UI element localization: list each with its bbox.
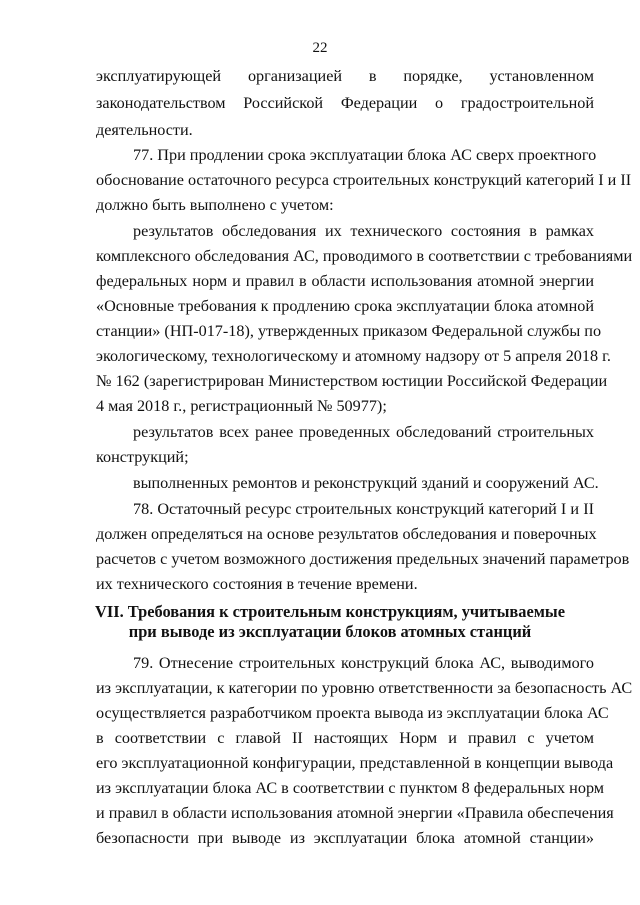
text-line: должно быть выполнено с учетом: [96, 196, 334, 214]
text-line: их технического состояния в течение времени. [96, 575, 418, 593]
text-line: законодательством Российской Федерации о градостроительной [96, 94, 594, 112]
text-line: расчетов с учетом возможного достижения предельных значений параметров [96, 550, 630, 568]
text-line: деятельности. [96, 121, 193, 139]
text-line: 4 мая 2018 г., регистрационный № 50977); [96, 397, 387, 415]
section-heading-line-2: при выводе из эксплуатации блоков атомных станций [128, 622, 532, 641]
text-line: № 162 (зарегистрирован Министерством юстиции Российской Федерации [96, 372, 608, 390]
text-line: безопасности при выводе из эксплуатации блока атомной станции» [96, 829, 594, 847]
text-line: из эксплуатации блока АС в соответствии с пунктом 8 федеральных норм [96, 779, 605, 797]
text-line: станции» (НП-017-18), утвержденных приказом Федеральной службы по [96, 322, 602, 340]
text-line: должен определяться на основе результатов обследования и поверочных [96, 525, 597, 543]
text-line: федеральных норм и правил в области использования атомной энергии [96, 272, 594, 290]
text-line: «Основные требования к продлению срока эксплуатации блока атомной [96, 297, 594, 315]
text-line: конструкций; [96, 448, 189, 466]
paragraph-78-line: 78. Остаточный ресурс строительных конструкций категорий I и II [133, 500, 594, 518]
text-line: эксплуатирующей организацией в порядке, установленном [96, 67, 594, 85]
text-line: в соответствии с главой II настоящих Норм и правил с учетом [96, 729, 594, 747]
list-item-line: результатов обследования их технического состояния в рамках [133, 222, 594, 240]
text-line: его эксплуатационной конфигурации, представленной в концепции вывода [96, 754, 614, 772]
text-line: из эксплуатации, к категории по уровню ответственности за безопасность АС [96, 679, 633, 697]
paragraph-79-line: 79. Отнесение строительных конструкций блока АС, выводимого [133, 654, 594, 672]
page-number: 22 [312, 40, 328, 56]
text-line: осуществляется разработчиком проекта вывода из эксплуатации блока АС [96, 704, 609, 722]
text-line: комплексного обследования АС, проводимого в соответствии с требованиями [96, 247, 633, 265]
text-line: экологическому, технологическому и атомному надзору от 5 апреля 2018 г. [96, 347, 611, 365]
section-heading-line-1: VII. Требования к строительным конструкциям, учитываемые [94, 602, 565, 621]
paragraph-77-line: 77. При продлении срока эксплуатации блока АС сверх проектного [133, 146, 597, 164]
list-item-line: результатов всех ранее проведенных обследований строительных [133, 423, 594, 441]
text-line: и правил в области использования атомной энергии «Правила обеспечения [96, 804, 614, 822]
text-line: обоснование остаточного ресурса строительных конструкций категорий I и II [96, 171, 632, 189]
list-item-line: выполненных ремонтов и реконструкций зданий и сооружений АС. [133, 474, 599, 492]
